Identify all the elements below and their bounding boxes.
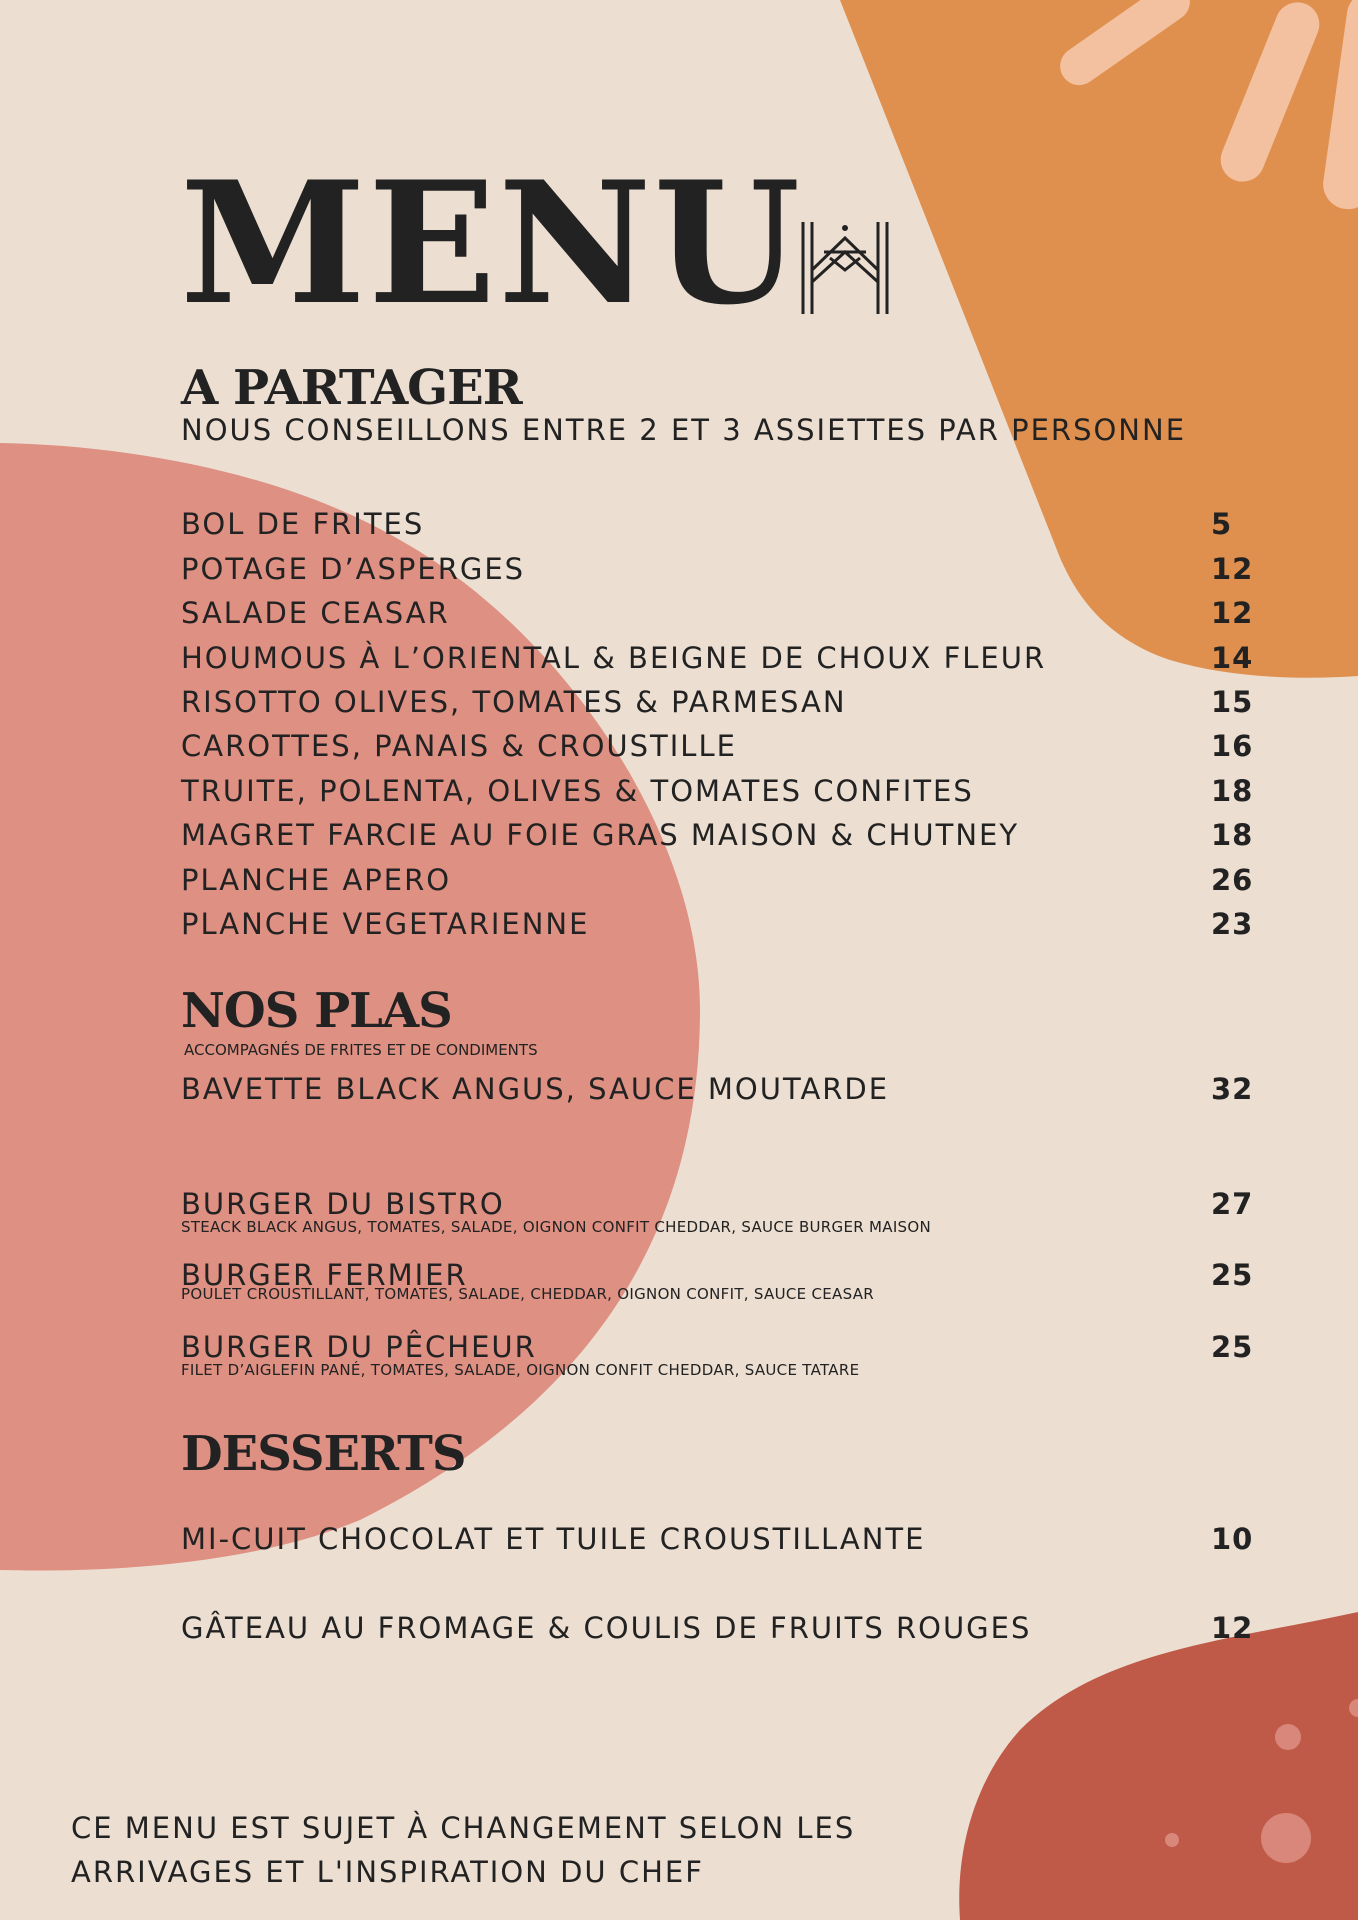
menu-item [181,860,1254,902]
menu-item [181,549,1254,591]
menu-item [181,504,1251,546]
item-name: BURGER FERMIER [181,1258,468,1292]
item-name: CAROTTES, PANAIS & CROUSTILLE [181,729,737,763]
section-title-partager: A PARTAGER [181,360,522,416]
menu-item [181,682,1254,724]
item-price: 32 [1211,1072,1254,1106]
menu-item [181,1255,1254,1309]
item-price: 23 [1211,907,1254,941]
item-name: BAVETTE BLACK ANGUS, SAUCE MOUTARDE [181,1072,890,1106]
item-name: TRUITE, POLENTA, OLIVES & TOMATES CONFITES [181,774,974,808]
item-name: PLANCHE VEGETARIENNE [181,907,590,941]
menu-item [181,1069,1254,1111]
menu-item [181,771,1254,813]
item-name: PLANCHE APERO [181,863,452,897]
item-price: 25 [1211,1330,1254,1364]
item-name: GÂTEAU AU FROMAGE & COULIS DE FRUITS ROUGES [181,1611,1032,1645]
menu-item [181,726,1254,768]
item-name: MAGRET FARCIE AU FOIE GRAS MAISON & CHUTNEY [181,818,1020,852]
item-price: 15 [1211,685,1254,719]
item-price: 16 [1211,729,1254,763]
menu-item [181,904,1254,946]
footer-line-2: ARRIVAGES ET L'INSPIRATION DU CHEF [71,1855,704,1889]
item-description: FILET D’AIGLEFIN PANÉ, TOMATES, SALADE, OIGNON CONFIT CHEDDAR, SAUCE TATARE [181,1361,860,1379]
item-price: 12 [1211,1611,1254,1645]
menu-title: MENU [180,144,803,342]
item-name: BURGER DU PÊCHEUR [181,1330,537,1364]
menu-item [181,1608,1254,1650]
item-price: 18 [1211,818,1254,852]
section-title-desserts: DESSERTS [181,1426,466,1482]
item-name: SALADE CEASAR [181,596,450,630]
section-note-plats: ACCOMPAGNÉS DE FRITES ET DE CONDIMENTS [184,1041,538,1059]
item-name: BURGER DU BISTRO [181,1187,505,1221]
item-price: 25 [1211,1258,1254,1292]
menu-item [181,1327,1254,1381]
item-price: 26 [1211,863,1254,897]
item-name: POTAGE D’ASPERGES [181,552,526,586]
item-name: RISOTTO OLIVES, TOMATES & PARMESAN [181,685,847,719]
item-name: MI-CUIT CHOCOLAT ET TUILE CROUSTILLANTE [181,1522,926,1556]
item-price: 12 [1211,596,1254,630]
item-name: BOL DE FRITES [181,507,425,541]
restaurant-logo-icon [800,218,890,318]
section-title-plats: NOS PLAS [181,983,452,1039]
menu-item [181,638,1254,680]
menu-item [181,593,1254,635]
item-price: 12 [1211,552,1254,586]
item-name: HOUMOUS À L’ORIENTAL & BEIGNE DE CHOUX FLEUR [181,641,1047,675]
footer-note [71,1806,855,1894]
item-price: 10 [1211,1522,1254,1556]
item-price: 14 [1211,641,1254,675]
footer-line-1: CE MENU EST SUJET À CHANGEMENT SELON LES [71,1811,856,1845]
menu-item [181,815,1254,857]
menu-item [181,1184,1254,1238]
section-subtitle-partager: NOUS CONSEILLONS ENTRE 2 ET 3 ASSIETTES PAR PERSONNE [181,413,1187,447]
item-price: 5 [1211,507,1233,541]
item-description: POULET CROUSTILLANT, TOMATES, SALADE, CHEDDAR, OIGNON CONFIT, SAUCE CEASAR [181,1285,874,1303]
menu-item [181,1519,1254,1561]
item-description: STEACK BLACK ANGUS, TOMATES, SALADE, OIGNON CONFIT CHEDDAR, SAUCE BURGER MAISON [181,1218,931,1236]
item-price: 18 [1211,774,1254,808]
item-price: 27 [1211,1187,1254,1221]
